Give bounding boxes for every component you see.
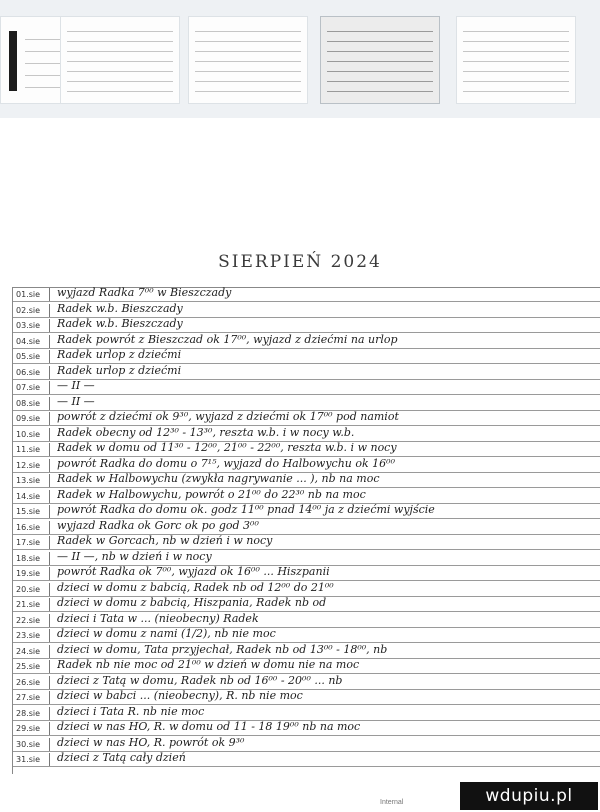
row-date: 09.sie <box>13 412 50 425</box>
row-entry: powrót Radka do domu ok. godz 11⁰⁰ pnad 14⁰⁰ ja z dziećmi wyjście <box>57 503 435 516</box>
row-date: 11.sie <box>13 443 50 456</box>
row-entry: Radek w Gorcach, nb w dzień i w nocy <box>57 534 273 547</box>
row-date: 10.sie <box>13 428 50 441</box>
row-entry: powrót Radka ok 7⁰⁰, wyjazd ok 16⁰⁰ ... Hiszpanii <box>57 565 330 578</box>
thumbnail-bar <box>9 31 17 91</box>
row-entry: dzieci w nas HO, R. w domu od 11 - 18 19⁰⁰ nb na moc <box>57 720 361 733</box>
row-entry: dzieci z Tatą w domu, Radek nb od 16⁰⁰ - 20⁰⁰ ... nb <box>57 673 343 687</box>
row-entry: Radek obecny od 12³⁰ - 13³⁰, reszta w.b. i w nocy w.b. <box>57 425 355 439</box>
row-entry: Radek w.b. Bieszczady <box>57 317 183 330</box>
row-date: 23.sie <box>13 629 50 642</box>
row-entry: Radek w Halbowychu (zwykła nagrywanie ... ), nb na moc <box>57 472 380 485</box>
page-thumbnail[interactable] <box>456 16 576 104</box>
row-entry: dzieci z Tatą cały dzień <box>57 751 186 764</box>
row-date: 29.sie <box>13 722 50 735</box>
row-entry: dzieci i Tata R. nb nie moc <box>57 704 205 718</box>
row-date: 05.sie <box>13 350 50 363</box>
row-entry: Radek urlop z dziećmi <box>57 348 182 361</box>
row-date: 13.sie <box>13 474 50 487</box>
row-date: 25.sie <box>13 660 50 673</box>
page-title: SIERPIEŃ 2024 <box>218 252 382 272</box>
row-entry: dzieci w babci ... (nieobecny), R. nb nie moc <box>57 689 303 702</box>
row-date: 28.sie <box>13 707 50 720</box>
row-date: 14.sie <box>13 490 50 503</box>
row-date: 03.sie <box>13 319 50 332</box>
row-entry: dzieci w domu z nami (1/2), nb nie moc <box>57 627 276 640</box>
row-date: 19.sie <box>13 567 50 580</box>
row-date: 30.sie <box>13 738 50 751</box>
row-date: 18.sie <box>13 552 50 565</box>
calendar-sheet <box>12 287 600 774</box>
row-entry: powrót Radka do domu o 7¹⁵, wyjazd do Halbowychu ok 16⁰⁰ <box>57 456 395 470</box>
footer-label: Internal <box>380 799 404 806</box>
row-date: 16.sie <box>13 521 50 534</box>
row-entry: wyjazd Radka ok Gorc ok po god 3⁰⁰ <box>57 518 259 532</box>
row-entry: dzieci w nas HO, R. powrót ok 9³⁰ <box>57 735 245 749</box>
row-date: 02.sie <box>13 304 50 317</box>
row-entry: Radek powrót z Bieszczad ok 17⁰⁰, wyjazd z dziećmi na urlop <box>57 332 398 346</box>
row-date: 26.sie <box>13 676 50 689</box>
row-date: 07.sie <box>13 381 50 394</box>
row-date: 01.sie <box>13 288 50 301</box>
row-entry: — II — <box>57 379 95 392</box>
row-date: 17.sie <box>13 536 50 549</box>
table-row <box>13 753 600 767</box>
row-entry: dzieci w domu z babcią, Hiszpania, Radek nb od <box>57 596 327 609</box>
row-date: 04.sie <box>13 335 50 348</box>
row-entry: Radek w.b. Bieszczady <box>57 301 183 315</box>
row-entry: powrót z dziećmi ok 9³⁰, wyjazd z dziećmi ok 17⁰⁰ pod namiot <box>57 410 399 423</box>
row-entry: Radek w domu od 11³⁰ - 12⁰⁰, 21⁰⁰ - 22⁰⁰, reszta w.b. i w nocy <box>57 441 397 454</box>
row-entry: Radek nb nie moc od 21⁰⁰ w dzień w domu nie na moc <box>57 658 360 671</box>
row-date: 22.sie <box>13 614 50 627</box>
row-date: 31.sie <box>13 753 50 766</box>
row-entry: Radek w Halbowychu, powrót o 21⁰⁰ do 22³⁰ nb na moc <box>57 487 366 501</box>
row-date: 12.sie <box>13 459 50 472</box>
row-entry: dzieci i Tata w ... (nieobecny) Radek <box>57 611 259 625</box>
row-date: 06.sie <box>13 366 50 379</box>
row-entry: dzieci w domu, Tata przyjechał, Radek nb od 13⁰⁰ - 18⁰⁰, nb <box>57 642 388 656</box>
row-date: 08.sie <box>13 397 50 410</box>
row-date: 15.sie <box>13 505 50 518</box>
row-date: 21.sie <box>13 598 50 611</box>
row-date: 27.sie <box>13 691 50 704</box>
page-thumbnail-active[interactable] <box>320 16 440 104</box>
row-entry: — II — <box>57 394 95 408</box>
page-thumbnail[interactable] <box>188 16 308 104</box>
row-date: 20.sie <box>13 583 50 596</box>
row-entry: wyjazd Radka 7⁰⁰ w Bieszczady <box>57 286 232 299</box>
row-date: 24.sie <box>13 645 50 658</box>
row-entry: dzieci w domu z babcią, Radek nb od 12⁰⁰ do 21⁰⁰ <box>57 580 334 594</box>
row-entry: — II —, nb w dzień i w nocy <box>57 549 212 563</box>
site-brand-logo[interactable]: wdupiu.pl <box>460 782 598 810</box>
page-thumbnail[interactable] <box>60 16 180 104</box>
row-entry: Radek urlop z dziećmi <box>57 363 182 377</box>
thumbnail-strip <box>0 0 600 118</box>
